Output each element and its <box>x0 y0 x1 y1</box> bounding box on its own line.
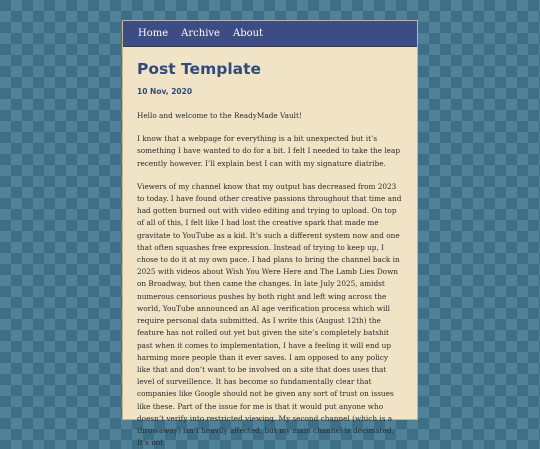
post-paragraph-greeting: Hello and welcome to the ReadyMade Vault! <box>137 111 302 121</box>
nav-link-archive[interactable]: Archive <box>181 28 220 39</box>
top-nav <box>123 21 417 47</box>
post-content <box>123 47 417 449</box>
nav-link-home[interactable]: Home <box>138 28 169 39</box>
nav-link-about[interactable]: About <box>232 28 264 39</box>
post-paragraph-body: Viewers of my channel know that my output has decreased from 2023 to today. I have found other creative passions throughout that time and had gotten burned out with video editing and trying to upload. On top of all of this, I felt like I had lost the creative spark that made me gravitate to YouTube as a kid. It’s such a different system now and one that often squashes free expression. Instead of trying to keep up, I chose to do it at my own pace. I had plans to bring the channel back in 2025 with videos about Wish You Were Here and The Lamb Lies Down on Broadway, but then came the changes. In late July 2025, amidst numerous censorious pushes by both right and left wing across the world, YouTube announced an AI age verification process which will require personal data submitted. As I write this (August 12th) the feature has not rolled out yet but given the site’s completely batshit past when it comes to implementation, I have a feeling it will end up harming more people than it ever saves. I am opposed to any policy like that and don’t want to be involved on a site that does uses that level of surveillence. It has become so fundamentally clear that companies like Google should not be given any sort of trust on issues like these. Part of the issue for me is that it would put anyone who doesn’t verify into restricted viewing. My second channel (which is a throwaway) isn’t heavily affected, but my main channel is decimated. It’s not <box>137 181 402 448</box>
post-date: 10 Nov, 2020 <box>137 87 193 97</box>
post-page <box>122 20 418 448</box>
post-title: Post Template <box>137 60 262 78</box>
post-paragraph-intro: I know that a webpage for everything is a bit unexpected but it’s something I have wanted to do for a bit. I felt I needed to take the leap recently however. I’ll explain best I can with my signature diatribe. <box>137 134 401 168</box>
